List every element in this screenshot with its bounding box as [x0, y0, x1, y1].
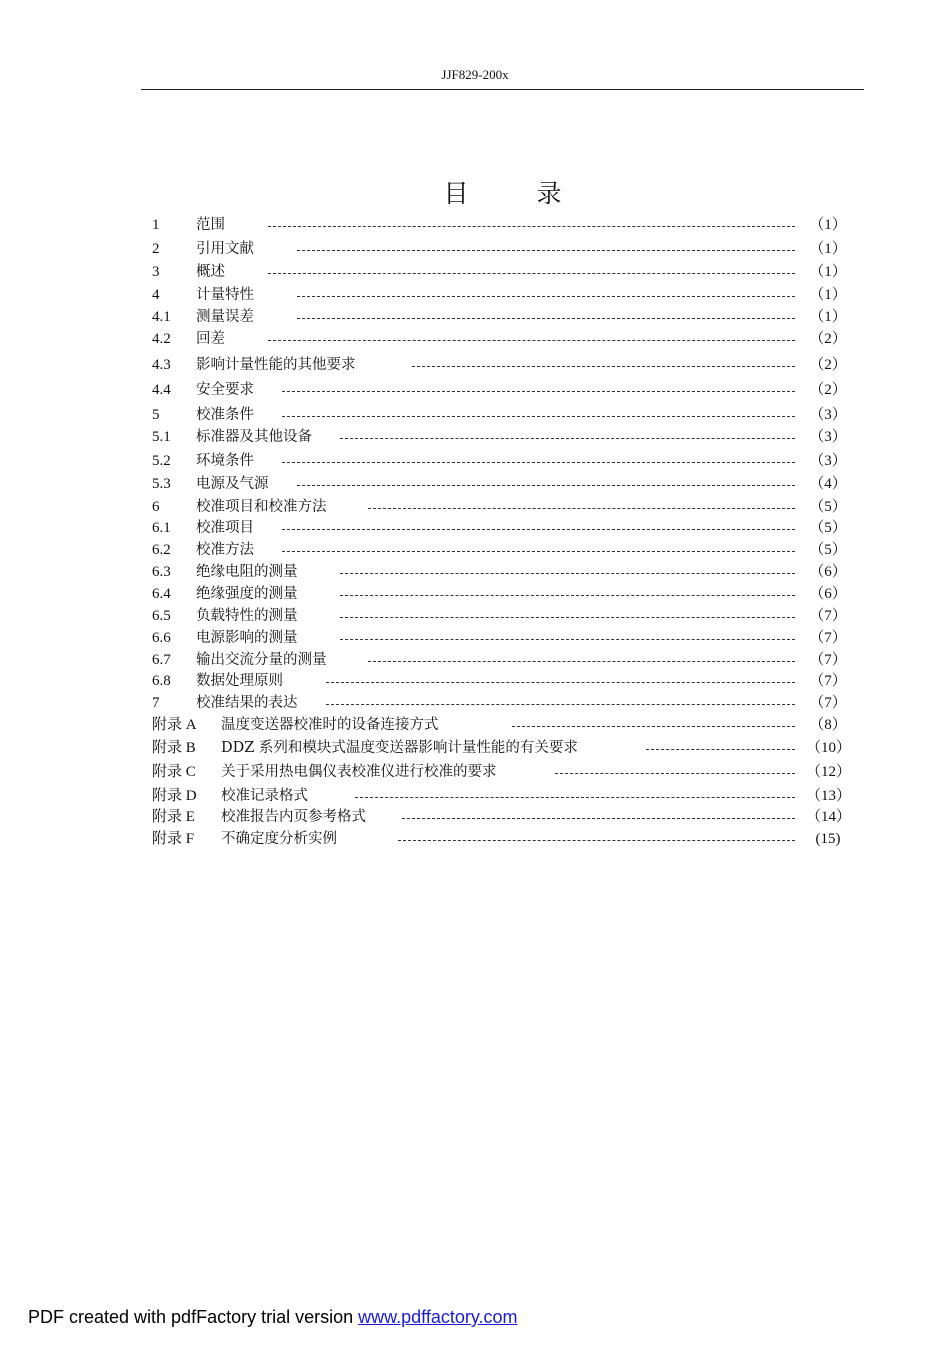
toc-entry-label: 校准项目: [196, 520, 254, 536]
toc-leader-dots: [282, 462, 795, 463]
toc-entry[interactable]: [0, 650, 950, 670]
toc-entry-page: （7）: [809, 695, 847, 711]
toc-entry-number: 6.5: [152, 608, 171, 624]
toc-entry-page: （7）: [809, 608, 847, 624]
toc-leader-dots: [340, 438, 795, 439]
toc-entry-number: 6.1: [152, 520, 171, 536]
footer-text: PDF created with pdfFactory trial version: [28, 1307, 359, 1327]
toc-entry-label: 绝缘电阻的测量: [196, 564, 298, 580]
toc-entry-label: 测量误差: [196, 309, 254, 325]
toc-entry[interactable]: [0, 628, 950, 648]
toc-entry-page: （2）: [809, 357, 847, 373]
toc-entry[interactable]: [0, 451, 950, 471]
toc-entry-page: （12）: [806, 764, 852, 780]
toc-entry-label: 绝缘强度的测量: [196, 586, 298, 602]
toc-entry-number: 6: [152, 499, 160, 515]
toc-entry-page: （3）: [809, 429, 847, 445]
toc-leader-dots: [340, 573, 795, 574]
toc-entry[interactable]: [0, 355, 950, 375]
toc-entry-page: （8）: [809, 717, 847, 733]
toc-entry-page: （7）: [809, 652, 847, 668]
toc-entry-label: 校准记录格式: [221, 788, 308, 804]
toc-entry-label: 标准器及其他设备: [196, 429, 312, 445]
toc-entry-label: 数据处理原则: [196, 673, 283, 689]
toc-entry[interactable]: [0, 215, 950, 235]
toc-leader-dots: [368, 508, 795, 509]
document-code: JJF829-200x: [441, 67, 509, 82]
toc-leader-dots: [297, 485, 795, 486]
toc-entry[interactable]: [0, 239, 950, 259]
toc-entry[interactable]: [0, 715, 950, 735]
toc-entry-label: 关于采用热电偶仪表校准仪进行校准的要求: [221, 764, 497, 780]
toc-entry-page: （14）: [806, 809, 852, 825]
toc-entry-number: 6.7: [152, 652, 171, 668]
toc-entry-page: （5）: [809, 542, 847, 558]
toc-entry-number: 6.4: [152, 586, 171, 602]
toc-entry-label: 校准报告内页参考格式: [221, 809, 366, 825]
toc-entry[interactable]: [0, 262, 950, 282]
toc-entry[interactable]: [0, 829, 950, 849]
toc-entry-number: 4.1: [152, 309, 171, 325]
toc-entry[interactable]: [0, 786, 950, 806]
toc-entry-number: 5: [152, 407, 160, 423]
toc-leader-dots: [297, 250, 795, 251]
toc-leader-dots: [268, 226, 795, 227]
toc-entry-label: 计量特性: [196, 287, 254, 303]
toc-entry-number: 附录 F: [152, 831, 195, 847]
toc-entry[interactable]: [0, 671, 950, 691]
toc-entry-page: （1）: [809, 217, 847, 233]
toc-entry-page: （3）: [809, 407, 847, 423]
toc-entry-page: （6）: [809, 586, 847, 602]
toc-leader-dots: [402, 818, 795, 819]
toc-entry-label: 校准结果的表达: [196, 695, 298, 711]
toc-entry[interactable]: [0, 329, 950, 349]
toc-entry-page: (15): [815, 831, 841, 847]
toc-entry-page: （1）: [809, 264, 847, 280]
footer-link[interactable]: www.pdffactory.com: [358, 1307, 518, 1327]
toc-entry[interactable]: [0, 285, 950, 305]
toc-entry-number: 4.3: [152, 357, 171, 373]
toc-entry-label: 环境条件: [196, 453, 254, 469]
toc-leader-dots: [340, 617, 795, 618]
toc-entry[interactable]: [0, 307, 950, 327]
toc-entry-label: 校准条件: [196, 407, 254, 423]
toc-entry-number: 1: [152, 217, 160, 233]
toc-entry-label: 范围: [196, 217, 225, 233]
toc-entry[interactable]: [0, 474, 950, 494]
toc-entry-page: （10）: [806, 740, 852, 756]
toc-entry-number: 5.2: [152, 453, 171, 469]
toc-entry[interactable]: [0, 606, 950, 626]
toc-leader-dots: [368, 661, 795, 662]
toc-entry-page: （1）: [809, 241, 847, 257]
toc-entry-page: （2）: [809, 331, 847, 347]
toc-entry[interactable]: [0, 738, 950, 758]
toc-entry-label: DDZ 系列和模块式温度变送器影响计量性能的有关要求: [221, 740, 578, 756]
toc-entry[interactable]: [0, 584, 950, 604]
toc-entry-number: 6.2: [152, 542, 171, 558]
toc-entry-number: 6.3: [152, 564, 171, 580]
toc-entry-label: 安全要求: [196, 382, 254, 398]
toc-entry-label: 引用文献: [196, 241, 254, 257]
toc-entry-number: 5.1: [152, 429, 171, 445]
toc-entry-page: （5）: [809, 499, 847, 515]
toc-entry-page: （1）: [809, 309, 847, 325]
toc-entry[interactable]: [0, 540, 950, 560]
toc-entry-label: 回差: [196, 331, 225, 347]
toc-entry-number: 附录 C: [152, 764, 196, 780]
toc-leader-dots: [398, 840, 795, 841]
toc-entry-label: 影响计量性能的其他要求: [196, 357, 356, 373]
toc-entry-page: （2）: [809, 382, 847, 398]
toc-entry-number: 2: [152, 241, 160, 257]
toc-entry[interactable]: [0, 427, 950, 447]
toc-entry-label: 负载特性的测量: [196, 608, 298, 624]
toc-leader-dots: [282, 391, 795, 392]
toc-entry[interactable]: [0, 518, 950, 538]
toc-entry-label: 概述: [196, 264, 225, 280]
toc-leader-dots: [282, 551, 795, 552]
toc-entry-number: 5.3: [152, 476, 171, 492]
toc-entry-page: （13）: [806, 788, 852, 804]
toc-leader-dots: [282, 416, 795, 417]
toc-entry-page: （5）: [809, 520, 847, 536]
pdf-footer: [28, 1307, 518, 1328]
toc-entry-page: （6）: [809, 564, 847, 580]
toc-leader-dots: [555, 773, 795, 774]
toc-entry-number: 附录 B: [152, 740, 196, 756]
toc-entry[interactable]: [0, 497, 950, 517]
toc-entry-label: 输出交流分量的测量: [196, 652, 327, 668]
toc-entry-number: 附录 D: [152, 788, 197, 804]
toc-leader-dots: [268, 340, 795, 341]
toc-entry-label: 电源及气源: [196, 476, 269, 492]
toc-entry-number: 4.4: [152, 382, 171, 398]
toc-leader-dots: [355, 797, 795, 798]
toc-entry[interactable]: [0, 693, 950, 713]
toc-entry-number: 4.2: [152, 331, 171, 347]
toc-entry-label: 不确定度分析实例: [221, 831, 337, 847]
toc-entry[interactable]: [0, 762, 950, 782]
toc-entry-label: 温度变送器校准时的设备连接方式: [221, 717, 439, 733]
toc-leader-dots: [297, 318, 795, 319]
toc-entry-label: 校准项目和校准方法: [196, 499, 327, 515]
toc-leader-dots: [512, 726, 795, 727]
toc-leader-dots: [268, 273, 795, 274]
toc-entry[interactable]: [0, 380, 950, 400]
toc-entry-number: 4: [152, 287, 160, 303]
toc-entry-page: （7）: [809, 673, 847, 689]
toc-leader-dots: [646, 749, 795, 750]
toc-leader-dots: [340, 595, 795, 596]
toc-entry-page: （3）: [809, 453, 847, 469]
toc-entry-number: 6.8: [152, 673, 171, 689]
toc-leader-dots: [326, 682, 795, 683]
toc-entry[interactable]: [0, 807, 950, 827]
toc-entry-number: 附录 A: [152, 717, 197, 733]
toc-entry-page: （7）: [809, 630, 847, 646]
toc-leader-dots: [326, 704, 795, 705]
toc-entry[interactable]: [0, 562, 950, 582]
toc-leader-dots: [412, 366, 795, 367]
toc-leader-dots: [282, 529, 795, 530]
toc-leader-dots: [297, 296, 795, 297]
toc-entry-number: 6.6: [152, 630, 171, 646]
toc-entry-label: 电源影响的测量: [196, 630, 298, 646]
toc-entry-number: 3: [152, 264, 160, 280]
toc-leader-dots: [340, 639, 795, 640]
toc-entry-number: 7: [152, 695, 160, 711]
toc-entry-page: （4）: [809, 476, 847, 492]
toc-entry-page: （1）: [809, 287, 847, 303]
toc-entry-number: 附录 E: [152, 809, 195, 825]
toc-entry[interactable]: [0, 405, 950, 425]
toc-title: 目 录: [443, 179, 592, 208]
toc-entry-label: 校准方法: [196, 542, 254, 558]
